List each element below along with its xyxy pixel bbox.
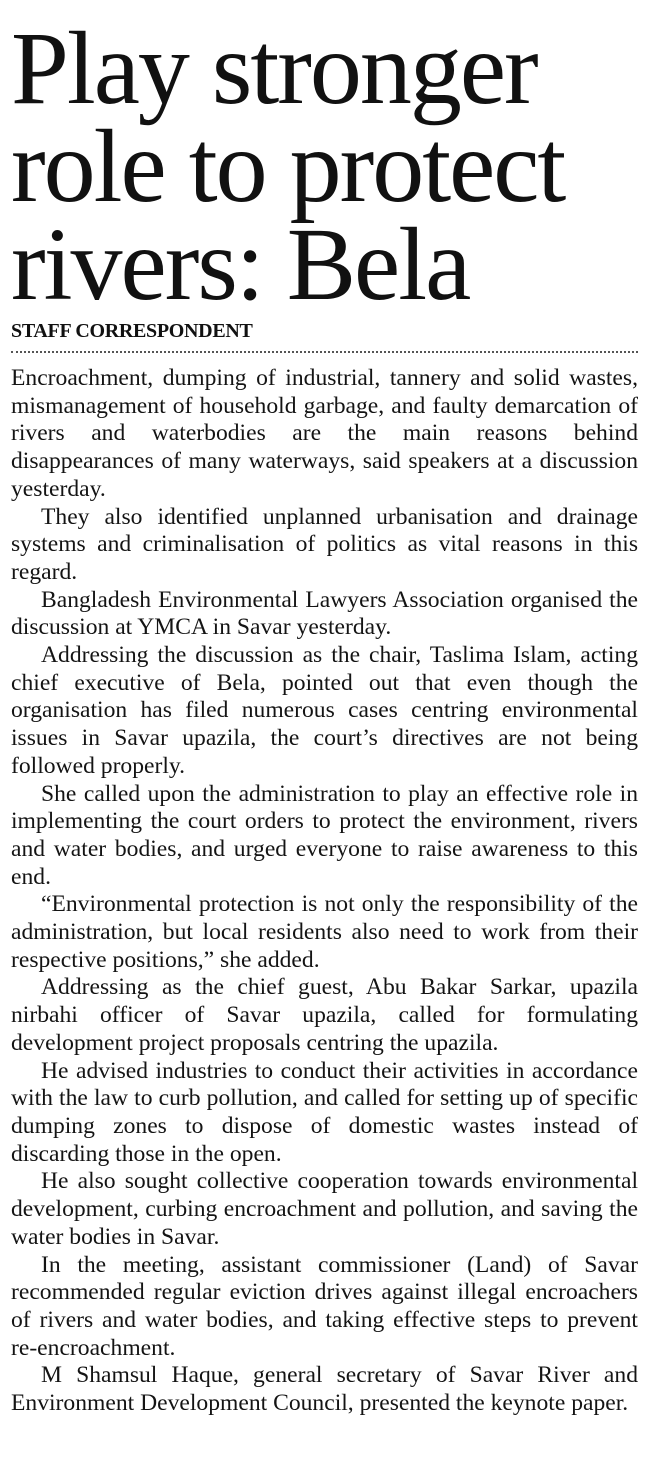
paragraph: In the meeting, assistant commissioner (Land) of Savar recommended regular eviction drives against illegal encroachers of rivers and water bodies, and taking effective steps to prevent re-encroachment. (11, 1251, 638, 1361)
headline-line: role to protect (11, 109, 565, 224)
article-body (11, 365, 638, 1418)
paragraph: She called upon the administration to play an effective role in implementing the court orders to protect the environment, rivers and water bodies, and urged everyone to raise awareness to this end. (11, 780, 638, 890)
headline (11, 11, 638, 322)
headline-line: rivers: Bela (11, 207, 470, 322)
paragraph: They also identified unplanned urbanisation and drainage systems and criminalisation of politics as vital reasons in this regard. (11, 503, 638, 585)
paragraph: Addressing the discussion as the chair, Taslima Islam, acting chief executive of Bela, pointed out that even though the organisation has filed numerous cases centring environmental issues in Savar upazila, the court’s directives are not being followed properly. (11, 642, 638, 779)
paragraph: M Shamsul Haque, general secretary of Savar River and Environment Development Council, presented the keynote paper. (11, 1362, 638, 1417)
headline-line: Play stronger (11, 11, 537, 126)
paragraph: “Environmental protection is not only the responsibility of the administration, but local residents also need to work from their respective positions,” she added. (11, 891, 638, 973)
paragraph: Bangladesh Environmental Lawyers Association organised the discussion at YMCA in Savar yesterday. (11, 586, 638, 641)
byline: STAFF CORRESPONDENT (11, 320, 638, 353)
paragraph: Encroachment, dumping of industrial, tannery and solid wastes, mismanagement of household garbage, and faulty demarcation of rivers and waterbodies are the main reasons behind disappearances of many waterways, said speakers at a discussion yesterday. (11, 365, 638, 502)
paragraph: He also sought collective cooperation towards environmental development, curbing encroachment and pollution, and saving the water bodies in Savar. (11, 1168, 638, 1250)
paragraph: Addressing as the chief guest, Abu Bakar Sarkar, upazila nirbahi officer of Savar upazila, called for formulating development project proposals centring the upazila. (11, 974, 638, 1056)
paragraph: He advised industries to conduct their activities in accordance with the law to curb pollution, and called for setting up of specific dumping zones to dispose of domestic wastes instead of discarding those in the open. (11, 1057, 638, 1167)
news-article (11, 0, 638, 1418)
